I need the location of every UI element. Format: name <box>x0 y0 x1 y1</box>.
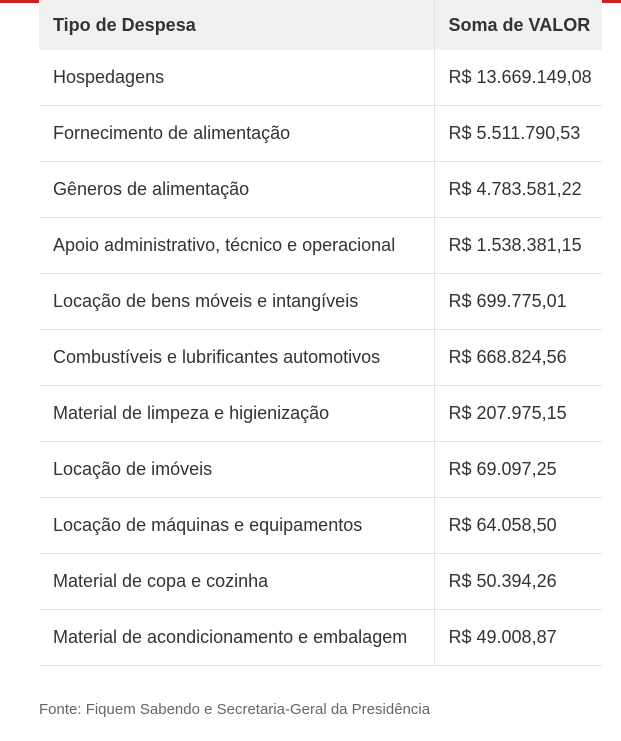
expense-value-cell: R$ 1.538.381,15 <box>434 218 602 274</box>
table-row <box>39 330 602 386</box>
expense-value-cell: R$ 50.394,26 <box>434 554 602 610</box>
expense-value-cell: R$ 668.824,56 <box>434 330 602 386</box>
expense-type-cell: Locação de máquinas e equipamentos <box>39 498 434 554</box>
expense-type-cell: Combustíveis e lubrificantes automotivos <box>39 330 434 386</box>
expense-type-cell: Gêneros de alimentação <box>39 162 434 218</box>
header-tipo-de-despesa: Tipo de Despesa <box>39 0 434 50</box>
table-row <box>39 274 602 330</box>
table-row <box>39 498 602 554</box>
expense-value-cell: R$ 207.975,15 <box>434 386 602 442</box>
expense-value-cell: R$ 4.783.581,22 <box>434 162 602 218</box>
expense-table <box>39 0 602 666</box>
table-row <box>39 610 602 666</box>
table-row <box>39 162 602 218</box>
table-row <box>39 106 602 162</box>
expense-value-cell: R$ 699.775,01 <box>434 274 602 330</box>
expense-type-cell: Material de acondicionamento e embalagem <box>39 610 434 666</box>
table-body <box>39 50 602 666</box>
expense-type-cell: Material de limpeza e higienização <box>39 386 434 442</box>
expense-type-cell: Material de copa e cozinha <box>39 554 434 610</box>
header-soma-de-valor: Soma de VALOR <box>434 0 602 50</box>
table-header <box>39 0 602 50</box>
header-row <box>39 0 602 50</box>
expense-value-cell: R$ 64.058,50 <box>434 498 602 554</box>
expense-type-cell: Apoio administrativo, técnico e operacional <box>39 218 434 274</box>
source-note: Fonte: Fiquem Sabendo e Secretaria-Geral da Presidência <box>39 701 431 718</box>
expense-value-cell: R$ 5.511.790,53 <box>434 106 602 162</box>
expense-type-cell: Locação de imóveis <box>39 442 434 498</box>
table-row <box>39 554 602 610</box>
expense-type-cell: Locação de bens móveis e intangíveis <box>39 274 434 330</box>
expense-value-cell: R$ 69.097,25 <box>434 442 602 498</box>
table-row <box>39 442 602 498</box>
expense-type-cell: Hospedagens <box>39 50 434 106</box>
expense-table-container <box>39 0 602 666</box>
expense-value-cell: R$ 13.669.149,08 <box>434 50 602 106</box>
table-row <box>39 50 602 106</box>
expense-type-cell: Fornecimento de alimentação <box>39 106 434 162</box>
table-row <box>39 218 602 274</box>
table-row <box>39 386 602 442</box>
expense-value-cell: R$ 49.008,87 <box>434 610 602 666</box>
